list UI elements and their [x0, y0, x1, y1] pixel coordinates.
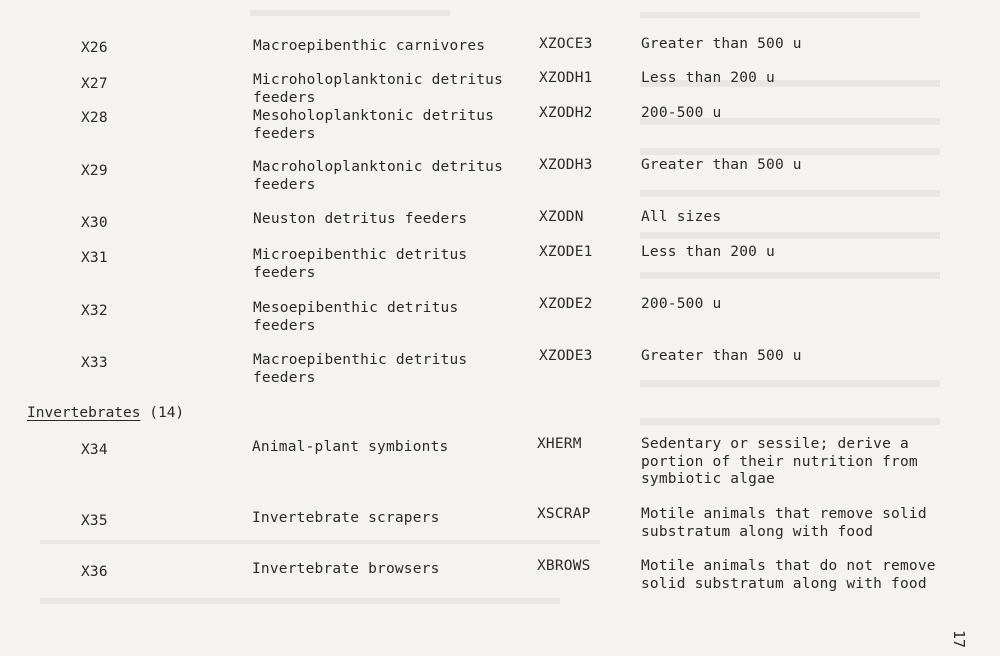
row-name: Invertebrate scrapers: [252, 510, 440, 526]
row-abbr: XBROWS: [537, 558, 591, 574]
row-name: Mesoepibenthic detritus feeders: [253, 300, 459, 334]
row-abbr: XHERM: [537, 436, 582, 452]
row-code: X31: [81, 250, 108, 266]
row-size: Less than 200 u: [641, 70, 775, 86]
row-abbr: XSCRAP: [537, 506, 591, 522]
row-abbr: XZODH1: [539, 70, 593, 86]
row-name: Mesoholoplanktonic detritus feeders: [253, 108, 495, 142]
row-description: Motile animals that do not remove solid substratum along with food: [641, 558, 936, 592]
row-abbr: XZODE3: [539, 348, 593, 364]
row-code: X34: [81, 442, 108, 458]
row-name: Macroepibenthic carnivores: [253, 38, 486, 54]
row-code: X36: [81, 564, 108, 580]
row-name: Macroepibenthic detritus feeders: [253, 352, 468, 386]
row-abbr: XZOCE3: [539, 36, 593, 52]
row-name: Microepibenthic detritus feeders: [253, 247, 468, 281]
row-size: All sizes: [641, 209, 722, 225]
row-abbr: XZODH2: [539, 105, 593, 121]
row-code: X32: [81, 303, 108, 319]
section-heading: [27, 404, 184, 422]
row-description: Sedentary or sessile; derive a portion of their nutrition from symbiotic algae: [641, 436, 918, 487]
row-abbr: XZODE1: [539, 244, 593, 260]
row-code: X27: [81, 76, 108, 92]
page-number: 17: [950, 630, 968, 649]
row-abbr: XZODH3: [539, 157, 593, 173]
row-code: X30: [81, 215, 108, 231]
row-code: X33: [81, 355, 108, 371]
row-size: Greater than 500 u: [641, 157, 802, 173]
row-code: X28: [81, 110, 108, 126]
section-count: (14): [149, 405, 185, 421]
row-name: Macroholoplanktonic detritus feeders: [253, 159, 504, 193]
row-name: Neuston detritus feeders: [253, 211, 468, 227]
row-size: 200-500 u: [641, 105, 722, 121]
row-code: X26: [81, 40, 108, 56]
row-abbr: XZODN: [539, 209, 584, 225]
row-size: Greater than 500 u: [641, 348, 802, 364]
row-description: Motile animals that remove solid substratum along with food: [641, 506, 927, 540]
row-name: Invertebrate browsers: [252, 561, 440, 577]
row-size: Greater than 500 u: [641, 36, 802, 52]
row-size: Less than 200 u: [641, 244, 775, 260]
row-name: Animal-plant symbionts: [252, 439, 449, 455]
row-abbr: XZODE2: [539, 296, 593, 312]
row-code: X35: [81, 513, 108, 529]
row-size: 200-500 u: [641, 296, 722, 312]
section-title: Invertebrates: [27, 405, 141, 421]
row-code: X29: [81, 163, 108, 179]
row-name: Microholoplanktonic detritus feeders: [253, 72, 504, 106]
